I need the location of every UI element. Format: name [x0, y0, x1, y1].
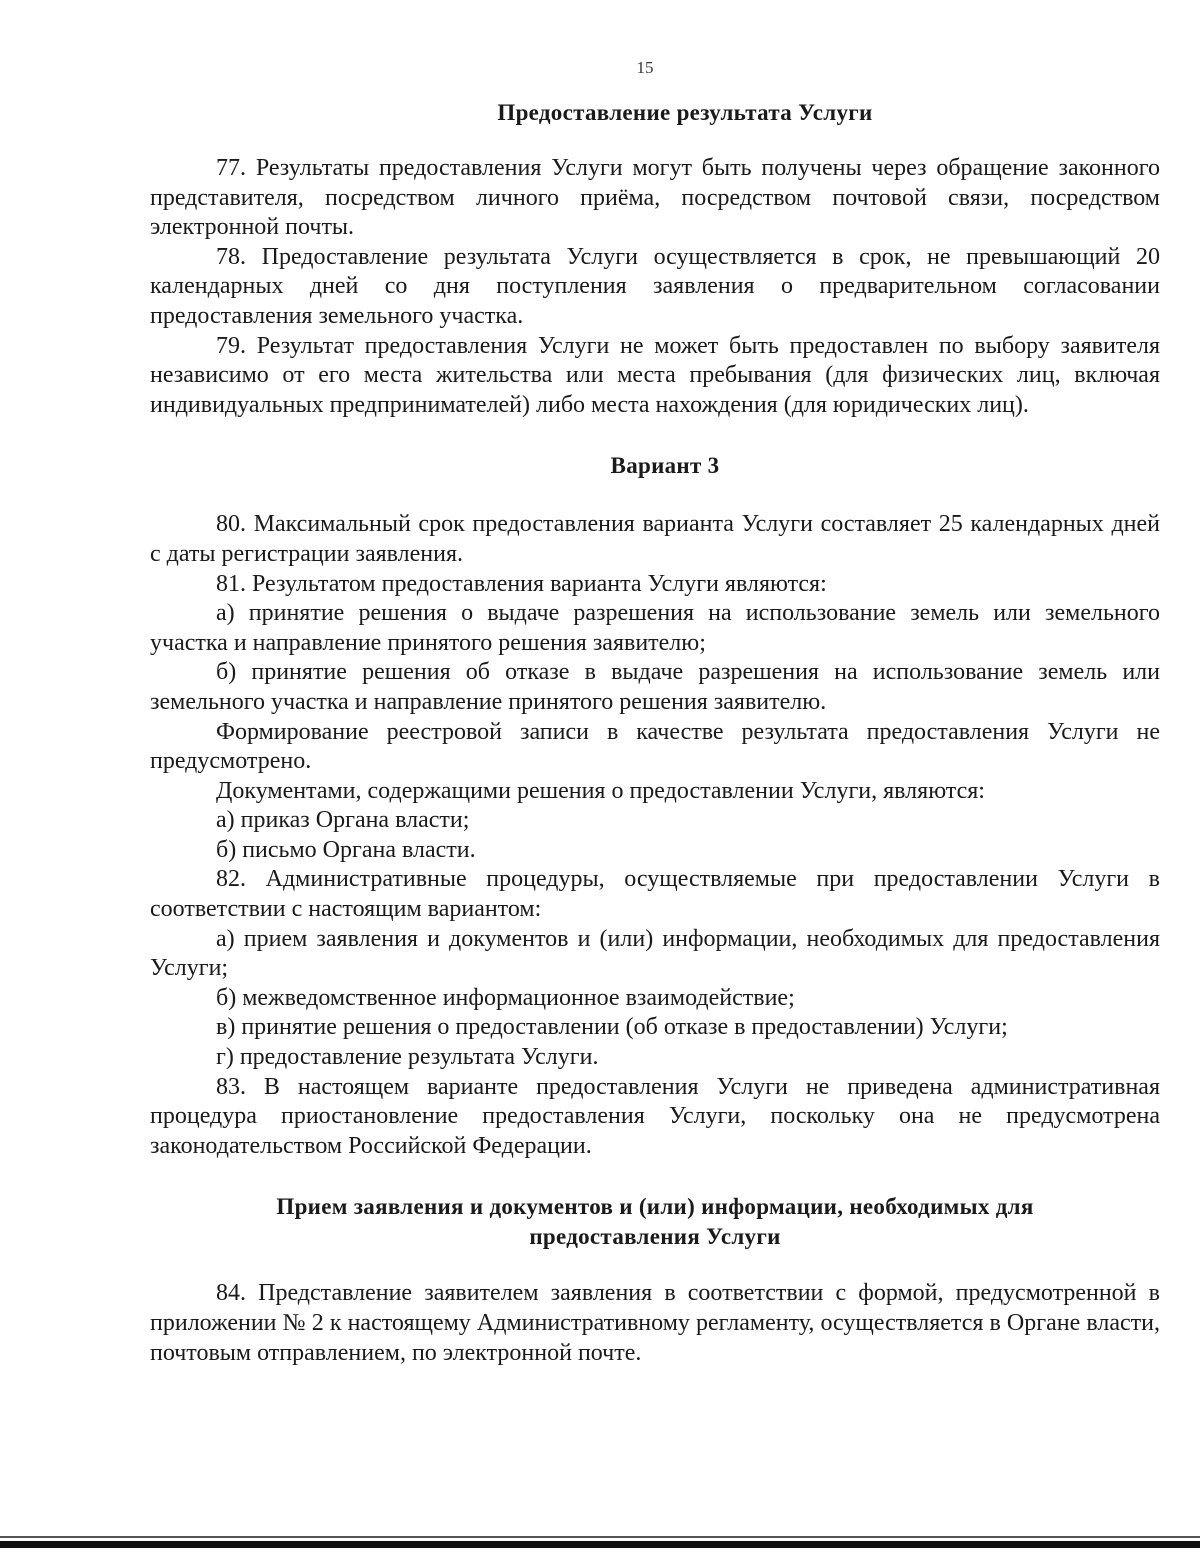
paragraph-81-a: а) принятие решения о выдаче разрешения на использование земель или земельного участка и направление принятого решения заявителю; — [150, 600, 1160, 656]
paragraph-83: 83. В настоящем варианте предоставления Услуги не приведена административная процедура приостановление предоставления Услуги, поскольку она не предусмотрена законодательством Российской Федерации. — [150, 1073, 1160, 1159]
paragraph-80: 80. Максимальный срок предоставления варианта Услуги составляет 25 календарных дней с даты регистрации заявления. — [150, 511, 1160, 567]
heading-line-1: Прием заявления и документов и (или) информации, необходимых для — [276, 1194, 1034, 1220]
list-item-letter: б) письмо Органа власти. — [216, 836, 476, 863]
paragraph-82-a: а) прием заявления и документов и (или) информации, необходимых для предоставления Услуги; — [150, 925, 1160, 982]
document-body — [150, 98, 1160, 1368]
section-heading-application-intake — [150, 1192, 1160, 1252]
paragraph-82: 82. Административные процедуры, осуществляемые при предоставлении Услуги в соответствии с настоящим вариантом: — [150, 866, 1160, 923]
paragraph-registry-note: Формирование реестровой записи в качестве результата предоставления Услуги не предусмотрено. — [150, 718, 1160, 775]
paragraph-82-v: в) принятие решения о предоставлении (об отказе в предоставлении) Услуги; — [216, 1014, 1008, 1041]
paragraph-84: 84. Представление заявителем заявления в соответствии с формой, предусмотренной в приложении № 2 к настоящему Административному регламенту, осуществляется в Органе власти, почтовым отправлением, по электронной почте. — [150, 1280, 1160, 1366]
list-item-order: а) приказ Органа власти; — [216, 807, 470, 834]
section-heading-variant-3: Вариант 3 — [610, 453, 720, 479]
scan-bottom-border — [0, 1541, 1200, 1548]
paragraph-documents: Документами, содержащими решения о предоставлении Услуги, являются: — [216, 777, 985, 804]
scan-edge-line — [0, 1536, 1200, 1538]
heading-line-2: предоставления Услуги — [529, 1224, 781, 1250]
paragraph-81: 81. Результатом предоставления варианта Услуги являются: — [216, 570, 827, 597]
page-number: 15 — [636, 58, 654, 77]
paragraph-77: 77. Результаты предоставления Услуги могут быть получены через обращение законного представителя, посредством личного приёма, посредством почтовой связи, посредством электронной почты. — [150, 155, 1160, 241]
section-heading-result: Предоставление результата Услуги — [497, 100, 873, 125]
paragraph-82-b: б) межведомственное информационное взаимодействие; — [216, 984, 795, 1011]
paragraph-82-g: г) предоставление результата Услуги. — [216, 1044, 599, 1071]
paragraph-78: 78. Предоставление результата Услуги осуществляется в срок, не превышающий 20 календарных дней со дня поступления заявления о предварительном согласовании предоставления земельного участка. — [150, 243, 1160, 329]
paragraph-79: 79. Результат предоставления Услуги не может быть предоставлен по выбору заявителя независимо от его места жительства или места пребывания (для физических лиц, включая индивидуальных предпринимателей) либо места нахождения (для юридических лиц). — [150, 332, 1160, 418]
paragraph-81-b: б) принятие решения об отказе в выдаче разрешения на использование земель или земельного участка и направление принятого решения заявителю. — [150, 659, 1160, 715]
